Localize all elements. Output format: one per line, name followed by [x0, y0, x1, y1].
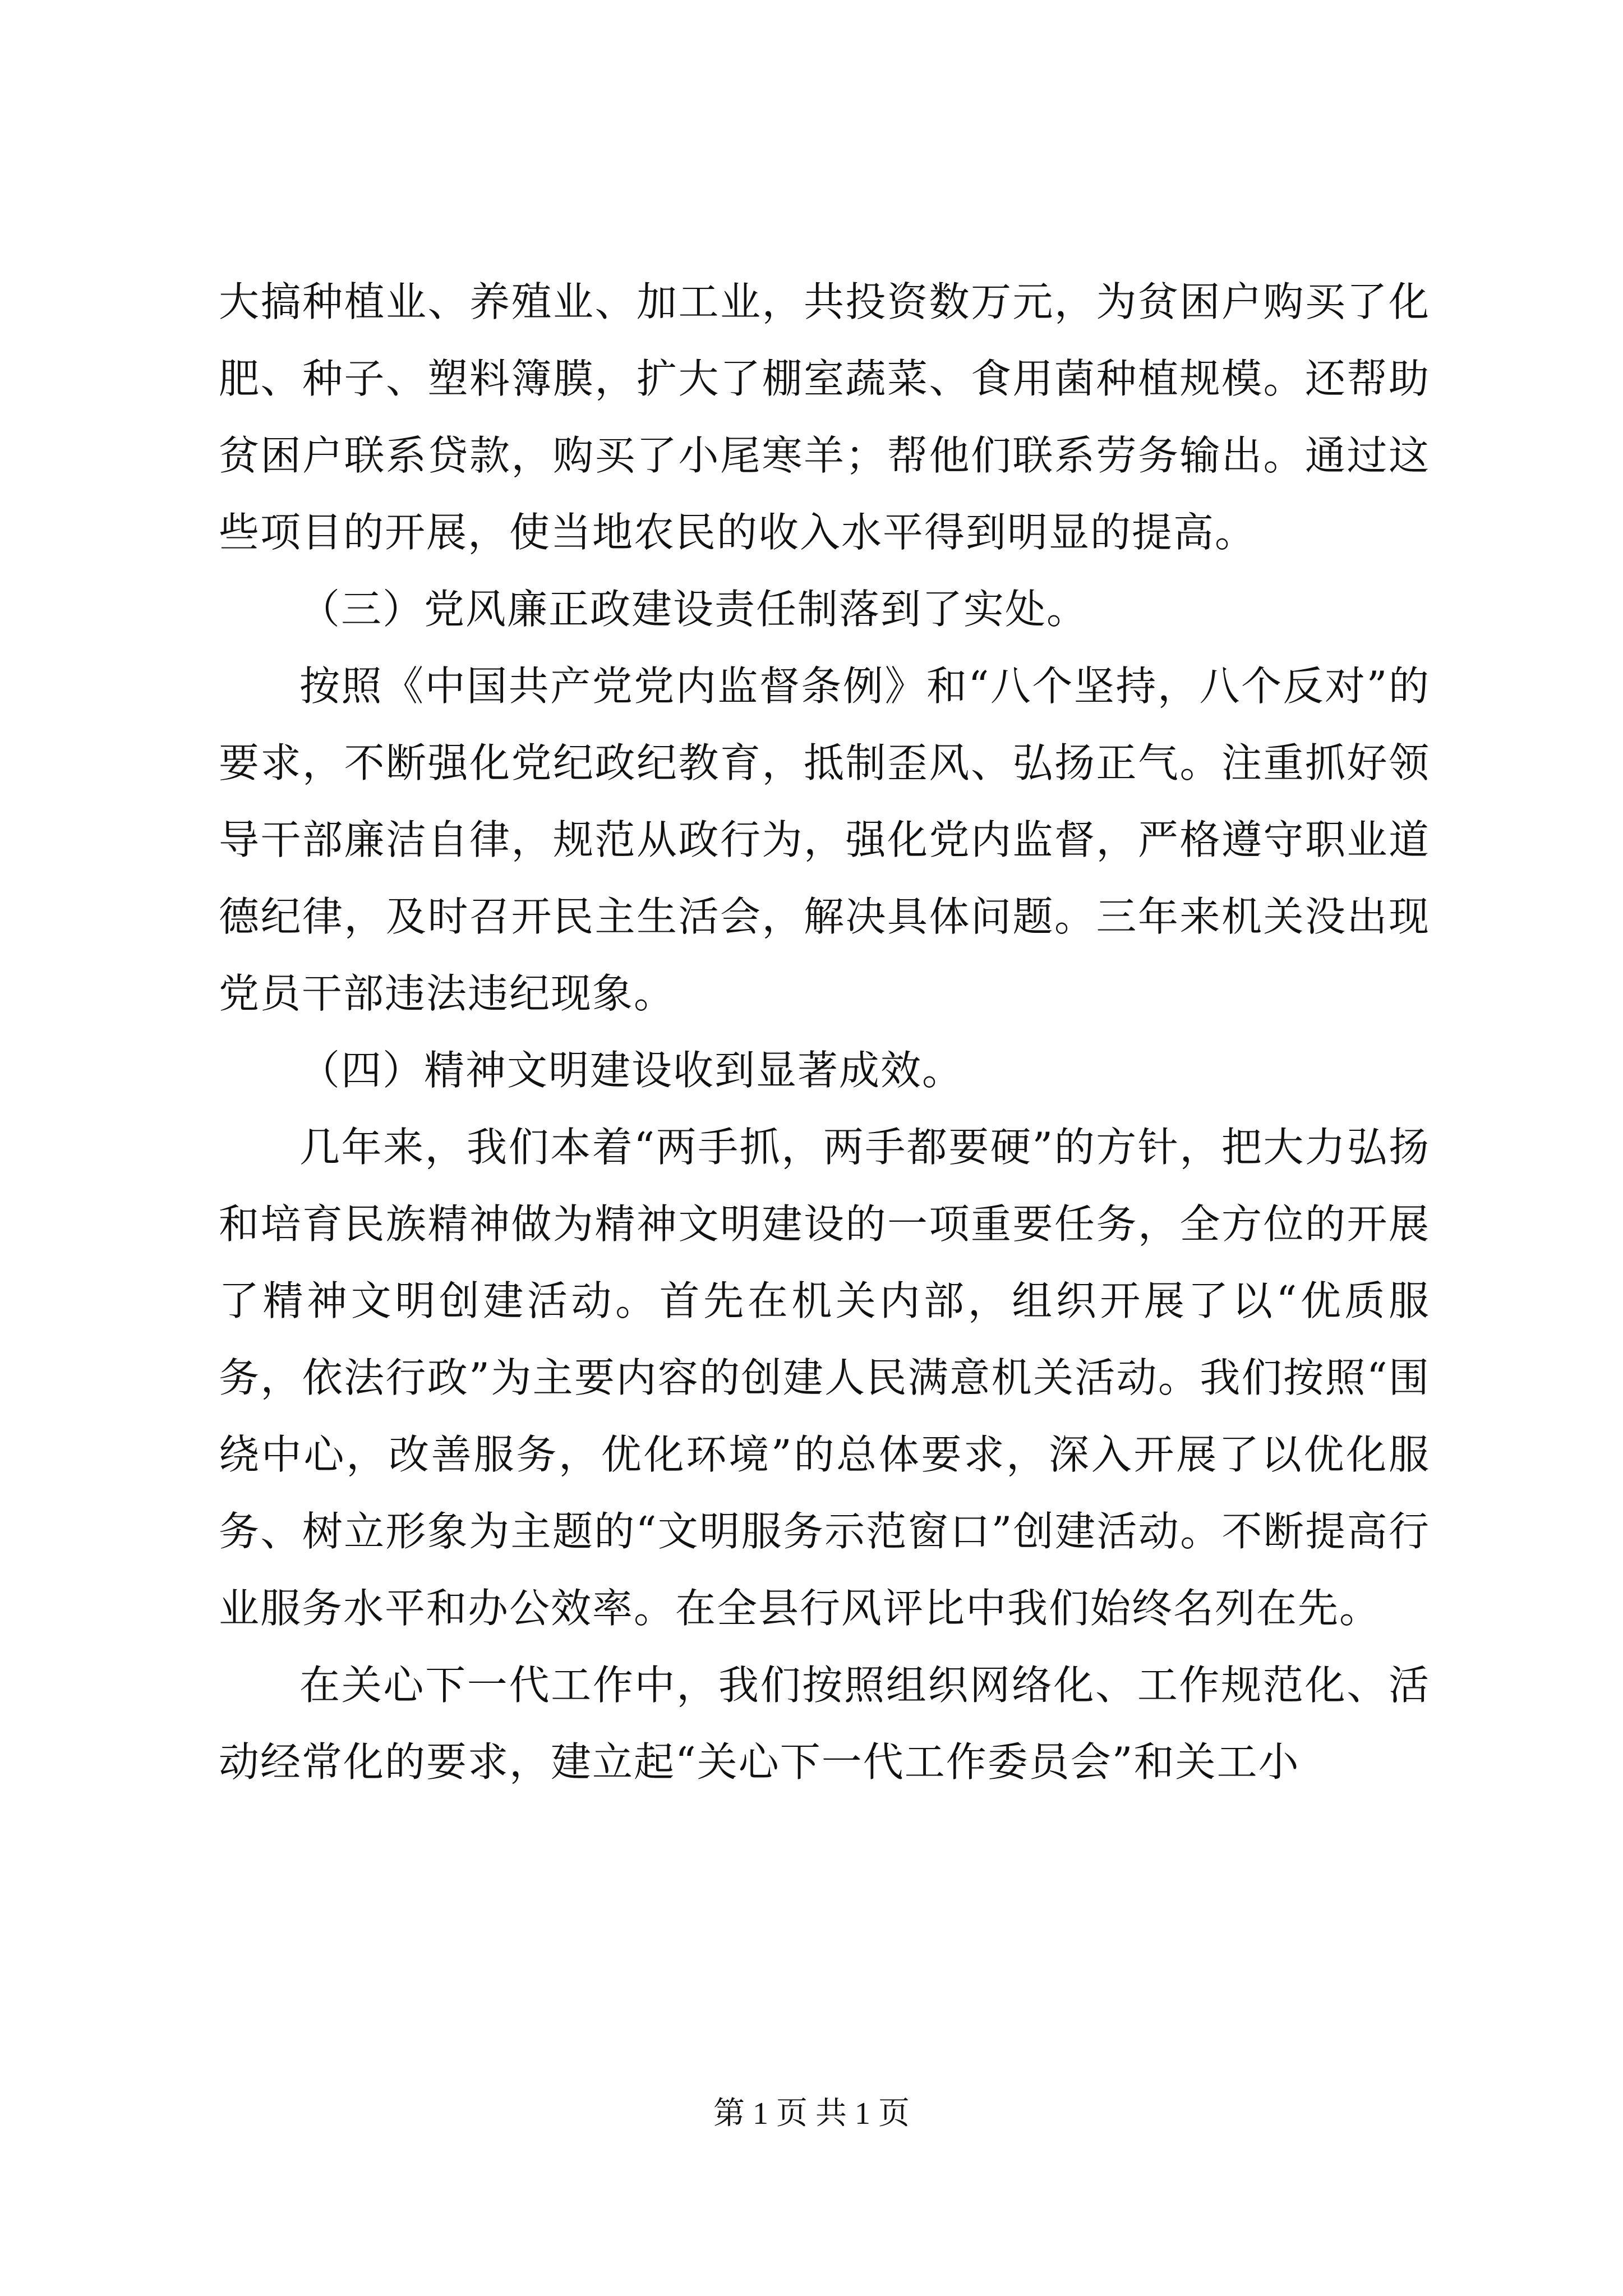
paragraph-party-conduct: 按照《中国共产党党内监督条例》和“八个坚持，八个反对”的要求，不断强化党纪政纪教育，抵制歪风、弘扬正气。注重抓好领导干部廉洁自律，规范从政行为，强化党内监督，严格遵守职业道德纪律，及时召开民主生活会，解决具体问题。三年来机关没出现党员干部违法违纪现象。 [219, 662, 1430, 1017]
page-number-footer: 第 1 页 共 1 页 [713, 2096, 910, 2131]
paragraph-civilization: 几年来，我们本着“两手抓，两手都要硬”的方针，把大力弘扬和培育民族精神做为精神文明建设的一项重要任务，全方位的开展了精神文明创建活动。首先在机关内部，组织开展了以“优质服务，依法行政”为主要内容的创建人民满意机关活动。我们按照“围绕中心，改善服务，优化环境”的总体要求，深入开展了以优化服务、树立形象为主题的“文明服务示范窗口”创建活动。不断提高行业服务水平和办公效率。在全县行风评比中我们始终名列在先。 [219, 1124, 1430, 1632]
section-heading-3: （三）党风廉正政建设责任制落到了实处。 [299, 586, 1089, 633]
paragraph-next-generation: 在关心下一代工作中，我们按照组织网络化、工作规范化、活动经常化的要求，建立起“关心下一代工作委员会”和关工小 [219, 1662, 1430, 1786]
section-heading-4: （四）精神文明建设收到显著成效。 [299, 1047, 964, 1094]
document-body [219, 264, 1430, 1801]
paragraph-continuation: 大搞种植业、养殖业、加工业，共投资数万元，为贫困户购买了化肥、种子、塑料簿膜，扩大了棚室蔬菜、食用菌种植规模。还帮助贫困户联系贷款，购买了小尾寒羊；帮他们联系劳务输出。通过这些项目的开展，使当地农民的收入水平得到明显的提高。 [219, 278, 1430, 556]
